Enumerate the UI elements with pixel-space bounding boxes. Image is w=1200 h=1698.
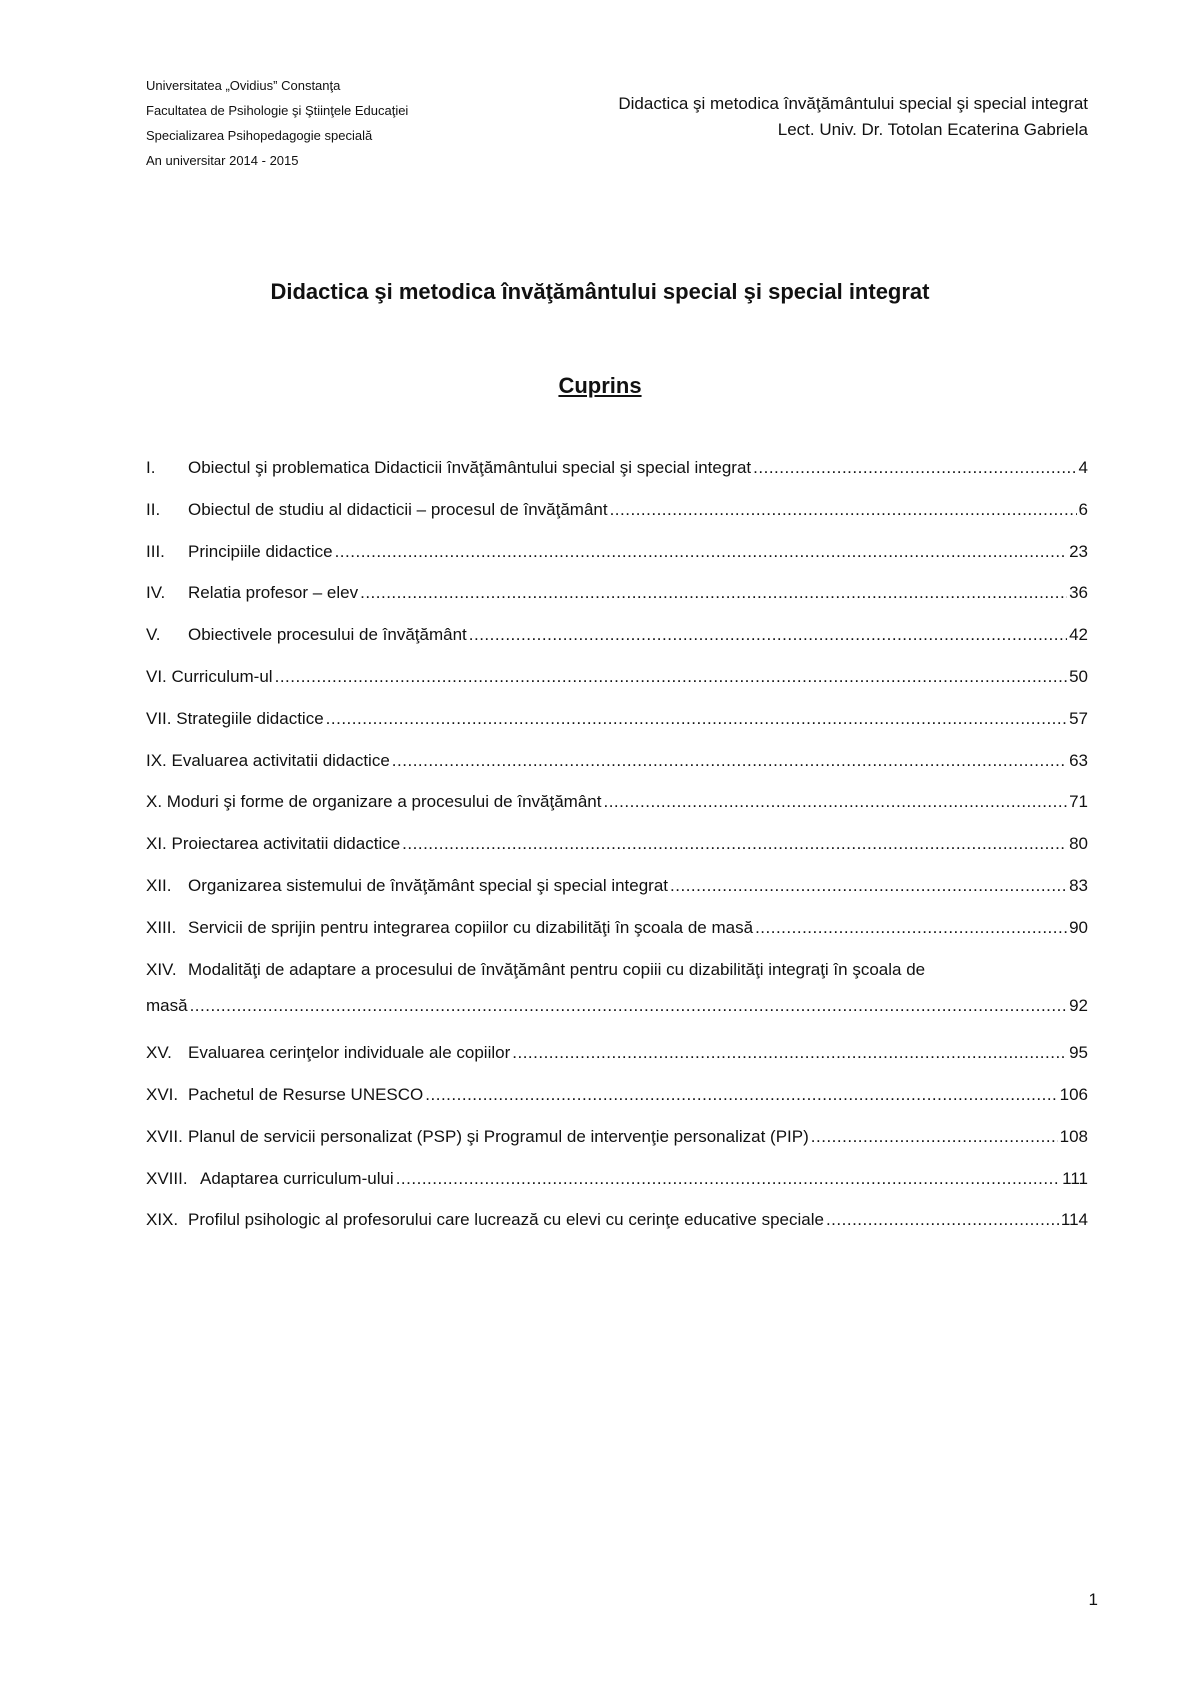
toc-entry[interactable] <box>146 1083 1088 1125</box>
toc-entry-number: I. <box>146 458 156 477</box>
toc-entry[interactable] <box>146 1041 1088 1083</box>
toc-leader-dots <box>670 874 1067 898</box>
toc-entry-page: 80 <box>1069 834 1088 854</box>
toc-entry-title: Obiectul de studiu al didacticii – procesul de învăţământ <box>188 499 608 519</box>
toc-leader-dots <box>512 1041 1067 1065</box>
toc-entry-title: Organizarea sistemului de învăţământ special şi special integrat <box>188 875 669 895</box>
toc-entry[interactable] <box>146 498 1088 540</box>
toc-leader-dots <box>402 832 1067 856</box>
toc-entry-number: II. <box>146 499 161 519</box>
toc-leader-dots <box>753 456 1076 480</box>
toc-leader-dots <box>275 665 1067 689</box>
toc-entry-title: VII. Strategiile didactice <box>146 708 324 728</box>
toc-entry-title: Obiectul şi problematica Didacticii învăţământului special şi special integrat <box>188 458 752 477</box>
toc-leader-dots <box>603 790 1067 814</box>
toc-entry[interactable] <box>146 540 1088 582</box>
toc-entry-number: XVI. <box>146 1084 179 1104</box>
toc-heading: Cuprins <box>558 373 642 398</box>
toc-leader-dots <box>392 749 1067 773</box>
toc-entry-number: XIX. <box>146 1210 179 1230</box>
toc-entry-number: XVIII. <box>146 1168 188 1188</box>
toc-entry[interactable] <box>146 665 1088 707</box>
toc-entry[interactable] <box>146 1167 1088 1209</box>
toc-entry-number: III. <box>146 541 165 561</box>
toc-entry-page: 6 <box>1078 499 1088 519</box>
toc-leader-dots <box>396 1167 1060 1191</box>
toc-leader-dots <box>326 707 1067 731</box>
toc-entry[interactable] <box>146 958 1088 1042</box>
header-specialization: Specializarea Psihopedagogie specială <box>146 128 373 143</box>
toc-entry-title: Pachetul de Resurse UNESCO <box>188 1084 424 1104</box>
toc-leader-dots <box>826 1208 1059 1232</box>
document-title: Didactica şi metodica învăţământului special şi special integrat <box>270 279 930 304</box>
header-faculty: Facultatea de Psihologie şi Ştiinţele Educaţiei <box>146 103 409 118</box>
toc-entry[interactable] <box>146 916 1088 958</box>
toc-entry-page: 92 <box>1069 995 1088 1015</box>
table-of-contents <box>146 456 1088 1250</box>
toc-entry-page: 36 <box>1069 583 1088 603</box>
header-author: Lect. Univ. Dr. Totolan Ecaterina Gabriela <box>777 120 1088 139</box>
toc-entry-title: Adaptarea curriculum-ului <box>200 1168 394 1188</box>
header-university: Universitatea „Ovidius” Constanţa <box>146 78 341 93</box>
toc-entry-page: 63 <box>1069 750 1088 770</box>
toc-entry-title: Modalităţi de adaptare a procesului de învăţământ pentru copiii cu dizabilităţi integraţi în şcoala de <box>188 959 926 979</box>
toc-entry-number: XVII. <box>146 1126 183 1146</box>
toc-leader-dots <box>755 916 1067 940</box>
toc-entry-page: 42 <box>1069 625 1088 645</box>
toc-entry-number: XII. <box>146 875 172 895</box>
toc-entry-title: Servicii de sprijin pentru integrarea copiilor cu dizabilităţi în şcoala de masă <box>188 917 754 937</box>
toc-entry-page: 83 <box>1069 875 1088 895</box>
toc-entry-page: 4 <box>1078 458 1088 477</box>
toc-entry[interactable] <box>146 790 1088 832</box>
toc-entry-number: XIII. <box>146 917 177 937</box>
toc-entry-page: 23 <box>1069 541 1088 561</box>
toc-entry-number: V. <box>146 625 161 645</box>
toc-entry-page: 114 <box>1060 1210 1088 1230</box>
toc-leader-dots <box>335 540 1068 564</box>
toc-leader-dots <box>610 498 1077 522</box>
toc-entry-title: Planul de servicii personalizat (PSP) şi Programul de intervenţie personalizat (PIP) <box>188 1126 809 1146</box>
toc-entry-number: XV. <box>146 1043 172 1063</box>
toc-entry-page: 90 <box>1069 917 1088 937</box>
toc-entry-title: X. Moduri şi forme de organizare a procesului de învăţământ <box>146 792 602 812</box>
toc-entry[interactable] <box>146 623 1088 665</box>
toc-entry[interactable] <box>146 1208 1088 1250</box>
header-course-title: Didactica şi metodica învăţământului special şi special integrat <box>618 94 1088 113</box>
toc-entry[interactable] <box>146 581 1088 623</box>
header-academic-year: An universitar 2014 - 2015 <box>146 153 299 168</box>
toc-entry[interactable] <box>146 832 1088 874</box>
toc-entry-number: IV. <box>146 583 166 603</box>
toc-entry-title: Relatia profesor – elev <box>188 583 359 603</box>
toc-entry-title: VI. Curriculum-ul <box>146 666 273 686</box>
toc-entry-page: 71 <box>1069 792 1088 812</box>
header-right <box>618 91 1088 143</box>
toc-entry-title: XI. Proiectarea activitatii didactice <box>146 834 401 854</box>
toc-entry-title: IX. Evaluarea activitatii didactice <box>146 750 390 770</box>
toc-entry-page: 106 <box>1059 1084 1088 1104</box>
toc-entry[interactable] <box>146 874 1088 916</box>
toc-entry-page: 111 <box>1062 1168 1088 1188</box>
toc-leader-dots <box>469 623 1067 647</box>
toc-entry-page: 57 <box>1069 708 1088 728</box>
toc-entry-title-continued: masă <box>146 995 188 1015</box>
toc-leader-dots <box>360 581 1067 605</box>
page-number: 1 <box>1088 1590 1098 1609</box>
toc-entry[interactable] <box>146 1125 1088 1167</box>
toc-entry-title: Principiile didactice <box>188 541 333 561</box>
toc-entry-page: 95 <box>1069 1043 1088 1063</box>
toc-entry-title: Obiectivele procesului de învăţământ <box>188 625 467 645</box>
toc-leader-dots <box>190 994 1068 1018</box>
toc-entry-page: 50 <box>1069 666 1088 686</box>
toc-entry-title: Profilul psihologic al profesorului care lucrează cu elevi cu cerinţe educative speciale <box>188 1210 824 1230</box>
toc-entry[interactable] <box>146 456 1088 498</box>
toc-leader-dots <box>811 1125 1058 1149</box>
toc-entry[interactable] <box>146 707 1088 749</box>
toc-entry[interactable] <box>146 749 1088 791</box>
toc-leader-dots <box>425 1083 1057 1107</box>
header-left <box>146 73 408 173</box>
toc-entry-title: Evaluarea cerinţelor individuale ale copiilor <box>188 1043 511 1063</box>
toc-entry-page: 108 <box>1059 1126 1088 1146</box>
toc-entry-number: XIV. <box>146 959 177 979</box>
